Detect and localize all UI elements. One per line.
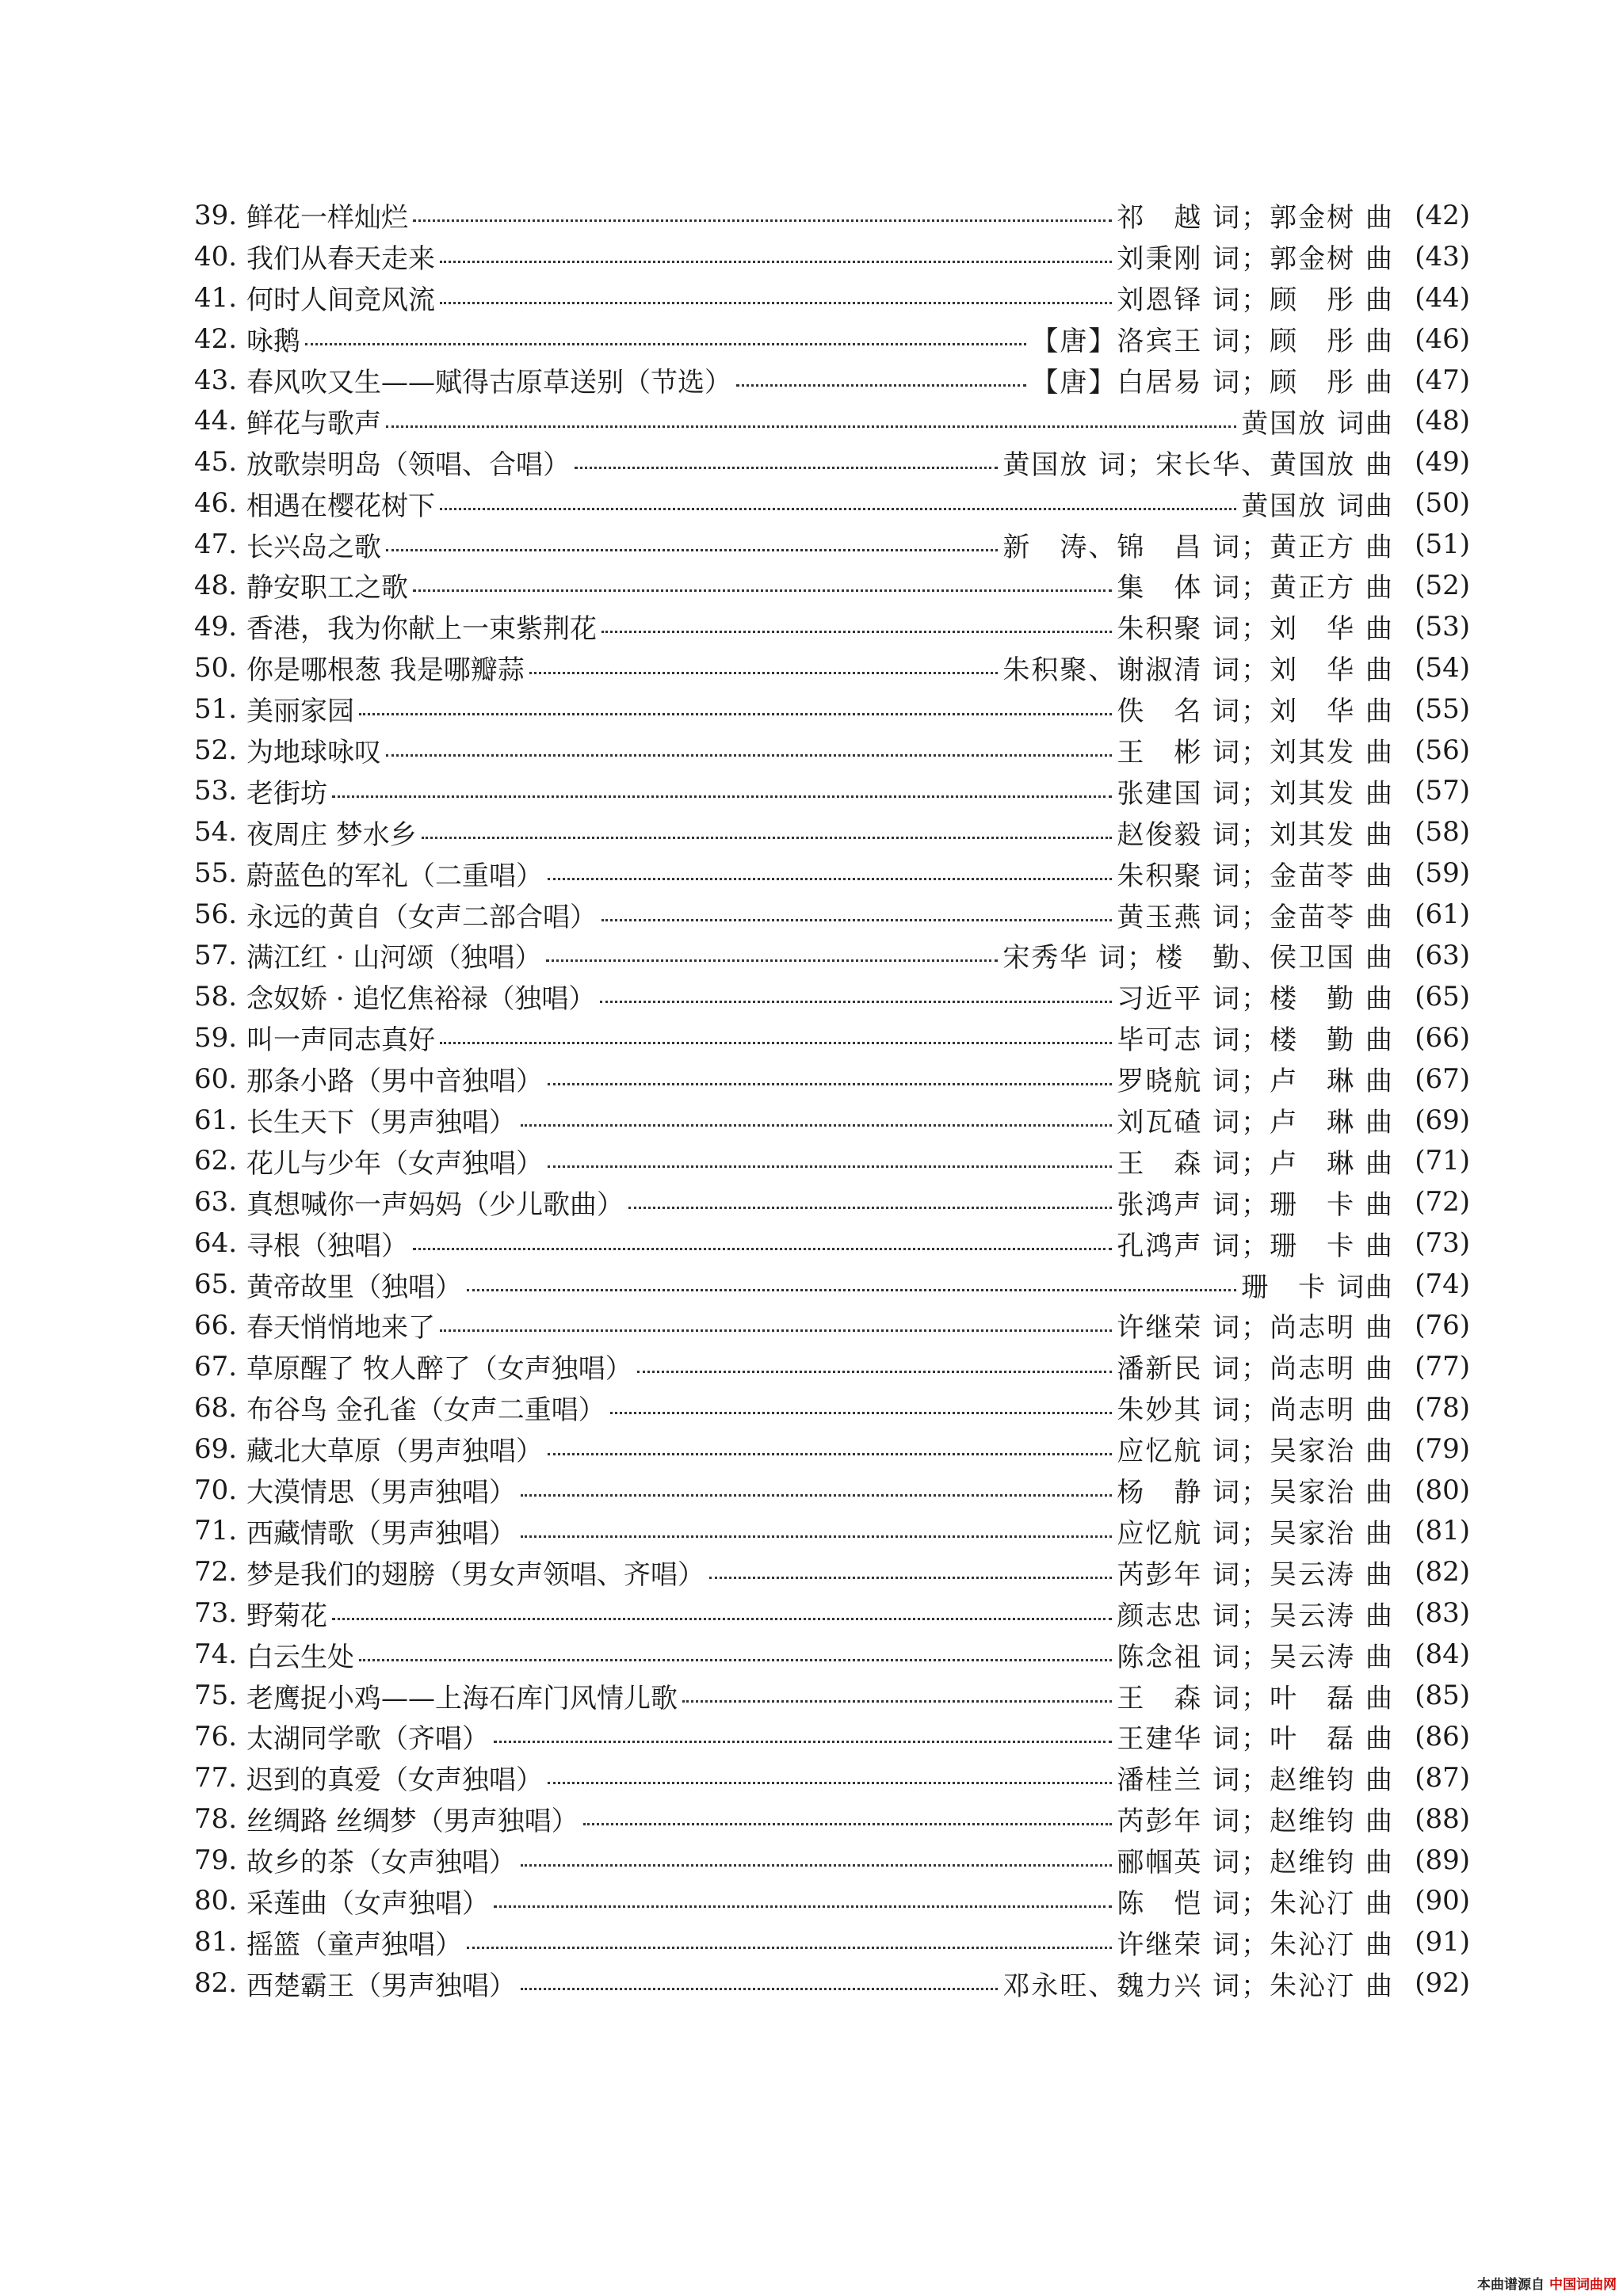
entry-number: 42.	[194, 322, 238, 355]
entry-credit: 陈 恺 词；朱沁汀 曲	[1117, 1887, 1394, 1920]
entry-number: 63.	[194, 1186, 238, 1219]
toc-entry[interactable]	[194, 1264, 1470, 1305]
entry-credit: 许继荣 词；尚志明 曲	[1117, 1312, 1394, 1344]
dot-leader	[575, 465, 998, 469]
toc-entry[interactable]	[194, 1222, 1470, 1264]
entry-title: 寻根（独唱）	[246, 1230, 408, 1262]
entry-credit: 邓永旺、魏力兴 词；朱沁汀 曲	[1002, 1970, 1394, 2002]
entry-credit: 罗晓航 词；卢 琳 曲	[1117, 1066, 1394, 1098]
entry-credit: 颜志忠 词；吴云涛 曲	[1117, 1600, 1394, 1632]
entry-page: (91)	[1415, 1926, 1470, 1958]
entry-credit: 集 体 词；黄正方 曲	[1117, 572, 1394, 605]
entry-number: 47.	[194, 528, 238, 561]
entry-page: (54)	[1415, 651, 1470, 684]
entry-page: (59)	[1415, 857, 1470, 890]
entry-title: 咏鹅	[246, 326, 300, 358]
entry-page: (63)	[1415, 939, 1470, 971]
entry-title: 黄帝故里（独唱）	[246, 1271, 462, 1303]
dot-leader	[305, 341, 1026, 345]
entry-title: 丝绸路 丝绸梦（男声独唱）	[246, 1806, 579, 1838]
entry-number: 68.	[194, 1391, 238, 1424]
dot-leader	[494, 1739, 1112, 1743]
toc-entry[interactable]	[194, 1798, 1470, 1840]
toc-entry[interactable]	[194, 1058, 1470, 1100]
entry-number: 67.	[194, 1350, 238, 1383]
toc-entry[interactable]	[194, 1592, 1470, 1634]
entry-page: (43)	[1415, 240, 1470, 273]
entry-credit: 刘秉刚 词；郭金树 曲	[1117, 243, 1394, 276]
dot-leader	[521, 1534, 1112, 1538]
entry-page: (90)	[1415, 1885, 1470, 1917]
entry-number: 54.	[194, 816, 238, 849]
dot-leader	[386, 753, 1112, 757]
entry-credit: 刘瓦碴 词；卢 琳 曲	[1117, 1107, 1394, 1139]
entry-page: (50)	[1415, 487, 1470, 520]
entry-number: 62.	[194, 1145, 238, 1177]
entry-title: 鲜花一样灿烂	[246, 202, 408, 235]
toc-entry[interactable]	[194, 894, 1470, 935]
entry-credit: 杨 静 词；吴家治 曲	[1117, 1477, 1394, 1509]
entry-credit: 许继荣 词；朱沁汀 曲	[1117, 1928, 1394, 1961]
toc-entry[interactable]	[194, 1470, 1470, 1511]
source-site-link[interactable]: 中国词曲网	[1549, 2277, 1617, 2293]
entry-credit: 张鸿声 词；珊 卡 曲	[1117, 1188, 1394, 1221]
dot-leader	[736, 383, 1026, 387]
entry-page: (82)	[1415, 1556, 1470, 1589]
entry-number: 72.	[194, 1556, 238, 1589]
dot-leader	[386, 424, 1236, 428]
entry-title: 那条小路（男中音独唱）	[246, 1066, 543, 1098]
dot-leader	[440, 300, 1112, 304]
toc-entry[interactable]	[194, 1100, 1470, 1141]
entry-number: 76.	[194, 1720, 238, 1753]
entry-title: 春天悄悄地来了	[246, 1312, 435, 1344]
toc-entry[interactable]	[194, 482, 1470, 524]
entry-number: 73.	[194, 1597, 238, 1630]
toc-entry[interactable]	[194, 1757, 1470, 1798]
dot-leader	[600, 999, 1112, 1003]
entry-page: (83)	[1415, 1597, 1470, 1630]
entry-credit: 朱妙其 词；尚志明 曲	[1117, 1394, 1394, 1427]
entry-page: (53)	[1415, 610, 1470, 643]
toc-entry[interactable]	[194, 524, 1470, 565]
dot-leader	[546, 958, 998, 962]
toc-entry[interactable]	[194, 1675, 1470, 1716]
entry-credit: 黄国放 词曲	[1241, 490, 1394, 522]
entry-title: 草原醒了 牧人醉了（女声独唱）	[246, 1353, 632, 1386]
entry-page: (61)	[1415, 898, 1470, 931]
entry-title: 采莲曲（女声独唱）	[246, 1887, 489, 1920]
entry-number: 80.	[194, 1885, 238, 1917]
entry-page: (85)	[1415, 1680, 1470, 1711]
dot-leader	[386, 547, 998, 551]
entry-page: (73)	[1415, 1227, 1470, 1260]
entry-credit: 应忆航 词；吴家治 曲	[1117, 1517, 1394, 1550]
entry-credit: 潘桂兰 词；赵维钧 曲	[1117, 1764, 1394, 1797]
dot-leader	[601, 917, 1112, 921]
entry-credit: 习近平 词；楼 勤 曲	[1117, 983, 1394, 1016]
entry-page: (76)	[1415, 1309, 1470, 1341]
entry-credit: 陈念祖 词；吴云涛 曲	[1117, 1641, 1394, 1673]
entry-page: (67)	[1415, 1062, 1470, 1095]
entry-number: 44.	[194, 405, 238, 437]
entry-title: 念奴娇 · 追忆焦裕禄（独唱）	[246, 983, 596, 1016]
dot-leader	[440, 1328, 1112, 1332]
entry-page: (84)	[1415, 1638, 1470, 1671]
entry-number: 52.	[194, 734, 238, 766]
dot-leader	[440, 1040, 1112, 1044]
entry-credit: 宋秀华 词；楼 勤、侯卫国 曲	[1002, 942, 1394, 974]
entry-number: 59.	[194, 1021, 238, 1054]
entry-page: (80)	[1415, 1474, 1470, 1506]
entry-number: 78.	[194, 1802, 238, 1835]
entry-credit: 潘新民 词；尚志明 曲	[1117, 1353, 1394, 1386]
entry-page: (56)	[1415, 734, 1470, 766]
entry-title: 何时人间竞风流	[246, 284, 435, 317]
entry-credit: 孔鸿声 词；珊 卡 曲	[1117, 1230, 1394, 1262]
dot-leader	[610, 1410, 1113, 1414]
entry-number: 66.	[194, 1309, 238, 1341]
entry-title: 满江红 · 山河颂（独唱）	[246, 942, 542, 974]
entry-number: 56.	[194, 898, 238, 931]
entry-page: (57)	[1415, 775, 1470, 807]
toc-entry[interactable]	[194, 1551, 1470, 1592]
entry-title: 你是哪根葱 我是哪瓣蒜	[246, 654, 525, 687]
entry-credit: 朱积聚 词；金苗苓 曲	[1117, 860, 1394, 892]
entry-page: (46)	[1415, 322, 1470, 355]
dot-leader	[548, 876, 1112, 880]
entry-page: (52)	[1415, 569, 1470, 601]
entry-page: (47)	[1415, 364, 1470, 396]
entry-credit: 【唐】白居易 词；顾 彤 曲	[1031, 367, 1394, 399]
entry-title: 放歌崇明岛（领唱、合唱）	[246, 448, 570, 481]
entry-page: (86)	[1415, 1720, 1470, 1753]
entry-title: 大漠情思（男声独唱）	[246, 1477, 516, 1509]
entry-credit: 赵俊毅 词；刘其发 曲	[1117, 818, 1394, 851]
toc-entry[interactable]	[194, 195, 1470, 236]
entry-credit: 王 彬 词；刘其发 曲	[1117, 737, 1394, 769]
entry-title: 相遇在樱花树下	[246, 490, 435, 522]
toc-entry[interactable]	[194, 565, 1470, 606]
entry-number: 71.	[194, 1515, 238, 1547]
entry-page: (79)	[1415, 1432, 1470, 1465]
toc-entry[interactable]	[194, 935, 1470, 976]
toc-entry[interactable]	[194, 1387, 1470, 1428]
entry-credit: 朱积聚、谢淑清 词；刘 华 曲	[1002, 654, 1394, 687]
entry-title: 为地球咏叹	[246, 737, 381, 769]
dot-leader	[682, 1699, 1112, 1703]
toc-entry[interactable]	[194, 277, 1470, 318]
entry-title: 迟到的真爱（女声独唱）	[246, 1764, 543, 1797]
dot-leader	[332, 1616, 1112, 1620]
entry-number: 74.	[194, 1638, 238, 1671]
entry-credit: 王 森 词；叶 磊 曲	[1117, 1682, 1394, 1714]
dot-leader	[521, 1123, 1112, 1127]
dot-leader	[467, 1287, 1236, 1291]
entry-title: 静安职工之歌	[246, 572, 408, 605]
toc-entry[interactable]	[194, 236, 1470, 277]
toc-entry[interactable]	[194, 852, 1470, 894]
entry-page: (65)	[1415, 980, 1470, 1013]
entry-credit: 新 涛、锦 昌 词；黄正方 曲	[1002, 531, 1394, 563]
entry-number: 69.	[194, 1432, 238, 1465]
entry-title: 永远的黄自（女声二部合唱）	[246, 901, 597, 933]
dot-leader	[548, 1780, 1112, 1784]
entry-number: 58.	[194, 980, 238, 1013]
entry-number: 45.	[194, 446, 238, 479]
entry-number: 41.	[194, 281, 238, 314]
entry-page: (74)	[1415, 1268, 1470, 1301]
toc-entry[interactable]	[194, 647, 1470, 688]
toc-entry[interactable]	[194, 770, 1470, 811]
entry-title: 花儿与少年（女声独唱）	[246, 1147, 543, 1180]
entry-credit: 黄玉燕 词；金苗苓 曲	[1117, 901, 1394, 933]
dot-leader	[548, 1164, 1112, 1168]
entry-credit: 【唐】洛宾王 词；顾 彤 曲	[1031, 326, 1394, 358]
dot-leader	[529, 670, 999, 674]
entry-number: 61.	[194, 1104, 238, 1136]
entry-page: (87)	[1415, 1761, 1470, 1794]
entry-number: 43.	[194, 364, 238, 396]
entry-credit: 佚 名 词；刘 华 曲	[1117, 696, 1394, 728]
toc-entry[interactable]	[194, 811, 1470, 852]
entry-credit: 芮彭年 词；吴云涛 曲	[1117, 1558, 1394, 1591]
toc-entry[interactable]	[194, 1428, 1470, 1470]
entry-credit: 应忆航 词；吴家治 曲	[1117, 1436, 1394, 1468]
dot-leader	[521, 1986, 998, 1990]
source-watermark[interactable]	[1477, 2273, 1617, 2293]
entry-page: (88)	[1415, 1802, 1470, 1835]
entry-credit: 黄国放 词曲	[1241, 407, 1394, 440]
entry-title: 故乡的茶（女声独唱）	[246, 1847, 516, 1879]
toc-entry[interactable]	[194, 441, 1470, 482]
entry-number: 46.	[194, 487, 238, 520]
entry-title: 美丽家园	[246, 696, 354, 728]
entry-credit: 芮彭年 词；赵维钧 曲	[1117, 1806, 1394, 1838]
entry-title: 鲜花与歌声	[246, 407, 381, 440]
dot-leader	[709, 1575, 1112, 1579]
entry-credit: 祁 越 词；郭金树 曲	[1117, 202, 1394, 235]
toc-entry[interactable]	[194, 1017, 1470, 1058]
toc-entry[interactable]	[194, 1511, 1470, 1552]
dot-leader	[521, 1863, 1112, 1867]
entry-number: 77.	[194, 1761, 238, 1794]
entry-title: 野菊花	[246, 1600, 327, 1632]
dot-leader	[440, 506, 1236, 510]
entry-number: 51.	[194, 692, 238, 725]
dot-leader	[413, 1246, 1112, 1250]
entry-number: 81.	[194, 1926, 238, 1958]
entry-title: 太湖同学歌（齐唱）	[246, 1723, 489, 1756]
entry-credit: 毕可志 词；楼 勤 曲	[1117, 1024, 1394, 1057]
toc-entry[interactable]	[194, 688, 1470, 730]
toc-entry[interactable]	[194, 400, 1470, 441]
toc-entry[interactable]	[194, 1716, 1470, 1757]
entry-page: (69)	[1415, 1104, 1470, 1136]
toc-entry[interactable]	[194, 1634, 1470, 1675]
entry-page: (48)	[1415, 405, 1470, 437]
entry-page: (81)	[1415, 1515, 1470, 1547]
entry-number: 49.	[194, 610, 238, 643]
entry-title: 布谷鸟 金孔雀（女声二重唱）	[246, 1394, 605, 1427]
entry-number: 48.	[194, 569, 238, 601]
entry-number: 60.	[194, 1062, 238, 1095]
dot-leader	[494, 1904, 1112, 1908]
entry-title: 老街坊	[246, 777, 327, 810]
toc-entry[interactable]	[194, 1140, 1470, 1181]
entry-page: (71)	[1415, 1145, 1470, 1177]
entry-number: 40.	[194, 240, 238, 273]
dot-leader	[467, 1945, 1112, 1949]
entry-number: 39.	[194, 199, 238, 231]
entry-title: 梦是我们的翅膀（男女声领唱、齐唱）	[246, 1558, 705, 1591]
entry-page: (42)	[1415, 199, 1470, 231]
toc-entry[interactable]	[194, 1181, 1470, 1222]
entry-title: 白云生处	[246, 1641, 354, 1673]
toc-entry[interactable]	[194, 1962, 1470, 2004]
entry-number: 53.	[194, 775, 238, 807]
dot-leader	[583, 1821, 1113, 1825]
entry-title: 藏北大草原（男声独唱）	[246, 1436, 543, 1468]
toc-entry[interactable]	[194, 1840, 1470, 1881]
dot-leader	[548, 1451, 1112, 1455]
entry-title: 夜周庄 梦水乡	[246, 818, 417, 851]
entry-page: (77)	[1415, 1350, 1470, 1383]
entry-title: 西楚霸王（男声独唱）	[246, 1970, 516, 2002]
entry-title: 春风吹又生——赋得古原草送别（节选）	[246, 367, 731, 399]
entry-title: 长兴岛之歌	[246, 531, 381, 563]
toc-entry[interactable]	[194, 1305, 1470, 1346]
entry-number: 75.	[194, 1680, 238, 1711]
toc-entry[interactable]	[194, 1921, 1470, 1962]
toc-entry[interactable]	[194, 976, 1470, 1017]
dot-leader	[359, 1657, 1112, 1661]
entry-title: 叫一声同志真好	[246, 1024, 435, 1057]
entry-credit: 黄国放 词；宋长华、黄国放 曲	[1002, 448, 1394, 481]
dot-leader	[637, 1369, 1113, 1373]
entry-page: (92)	[1415, 1967, 1470, 2000]
entry-number: 79.	[194, 1844, 238, 1876]
dot-leader	[422, 835, 1113, 839]
entry-title: 香港，我为你献上一束紫荆花	[246, 613, 597, 646]
entry-number: 70.	[194, 1474, 238, 1506]
entry-credit: 张建国 词；刘其发 曲	[1117, 777, 1394, 810]
entry-credit: 珊 卡 词曲	[1241, 1271, 1394, 1303]
dot-leader	[548, 1081, 1112, 1085]
dot-leader	[413, 218, 1112, 222]
entry-page: (58)	[1415, 816, 1470, 849]
entry-title: 摇篮（童声独唱）	[246, 1928, 462, 1961]
entry-credit: 郦帼英 词；赵维钧 曲	[1117, 1847, 1394, 1879]
entry-page: (55)	[1415, 692, 1470, 725]
entry-number: 82.	[194, 1967, 238, 2000]
dot-leader	[332, 794, 1112, 798]
entry-page: (72)	[1415, 1186, 1470, 1219]
entry-number: 50.	[194, 651, 238, 684]
entry-credit: 刘恩铎 词；顾 彤 曲	[1117, 284, 1394, 317]
toc-entry[interactable]	[194, 318, 1470, 360]
toc-entry[interactable]	[194, 1346, 1470, 1387]
entry-page: (66)	[1415, 1021, 1470, 1054]
entry-title: 蔚蓝色的军礼（二重唱）	[246, 860, 543, 892]
toc-entry[interactable]	[194, 1881, 1470, 1922]
entry-page: (89)	[1415, 1844, 1470, 1876]
entry-number: 55.	[194, 857, 238, 890]
entry-page: (44)	[1415, 281, 1470, 314]
dot-leader	[521, 1493, 1112, 1497]
entry-credit: 王建华 词；叶 磊 曲	[1117, 1723, 1394, 1756]
entry-number: 64.	[194, 1227, 238, 1260]
entry-number: 57.	[194, 939, 238, 971]
entry-page: (51)	[1415, 528, 1470, 561]
toc-entry[interactable]	[194, 606, 1470, 647]
dot-leader	[359, 711, 1112, 715]
dot-leader	[413, 588, 1112, 592]
dot-leader	[628, 1205, 1112, 1209]
entry-page: (78)	[1415, 1391, 1470, 1424]
table-of-contents	[194, 195, 1470, 2004]
entry-number: 65.	[194, 1268, 238, 1301]
entry-page: (49)	[1415, 446, 1470, 479]
dot-leader	[601, 629, 1112, 633]
entry-title: 长生天下（男声独唱）	[246, 1107, 516, 1139]
entry-title: 西藏情歌（男声独唱）	[246, 1517, 516, 1550]
dot-leader	[440, 259, 1112, 263]
entry-title: 我们从春天走来	[246, 243, 435, 276]
source-label: 本曲谱源自	[1477, 2277, 1545, 2293]
entry-credit: 朱积聚 词；刘 华 曲	[1117, 613, 1394, 646]
entry-title: 真想喊你一声妈妈（少儿歌曲）	[246, 1188, 624, 1221]
entry-title: 老鹰捉小鸡——上海石库门风情儿歌	[246, 1682, 678, 1714]
toc-entry[interactable]	[194, 730, 1470, 771]
toc-entry[interactable]	[194, 360, 1470, 401]
entry-credit: 王 森 词；卢 琳 曲	[1117, 1147, 1394, 1180]
